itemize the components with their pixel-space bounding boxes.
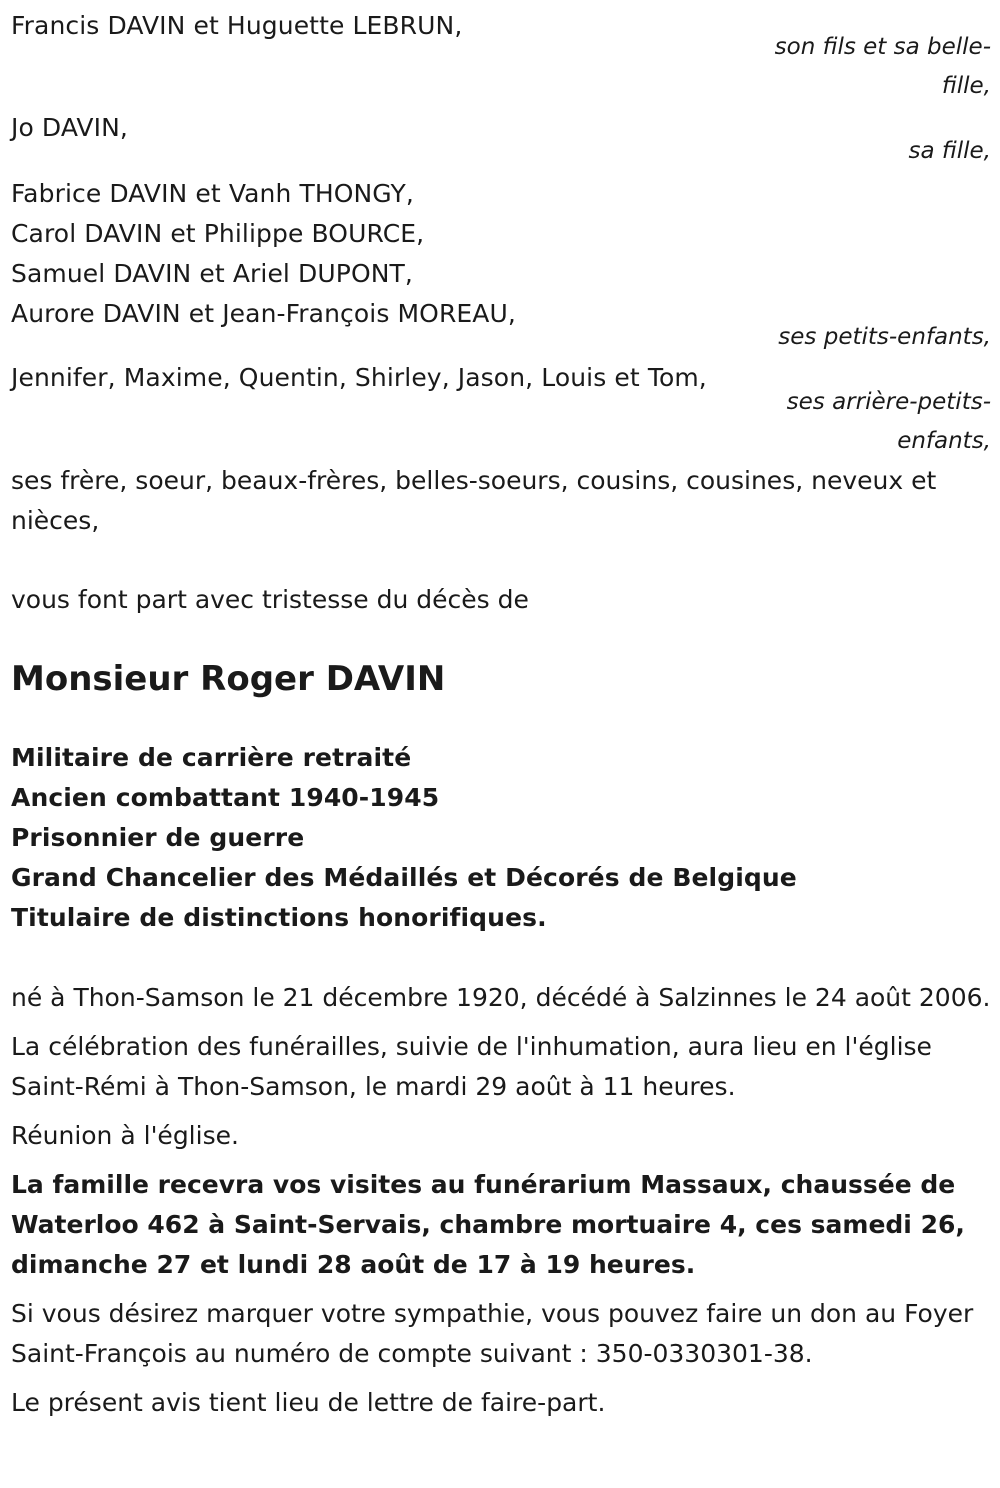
son-names: Francis DAVIN et Huguette LEBRUN, — [11, 11, 463, 40]
meeting-info: Réunion à l'église. — [11, 1121, 239, 1150]
announcement-text: vous font part avec tristesse du décès de — [11, 585, 529, 614]
grandchildren-relation: ses petits-enfants, — [778, 324, 991, 350]
grandchild-line: Aurore DAVIN et Jean-François MOREAU, — [11, 299, 516, 328]
deceased-name: Monsieur Roger DAVIN — [11, 659, 446, 699]
title-line: Titulaire de distinctions honorifiques. — [11, 903, 547, 932]
daughter-relation: sa fille, — [908, 138, 991, 164]
son-relation: son fils et sa belle-fille, — [774, 34, 991, 99]
title-line: Militaire de carrière retraité — [11, 743, 412, 772]
funeral-info: La célébration des funérailles, suivie de l'inhumation, aura lieu en l'église Saint-Rémi à Thon-Samson, le mardi 29 août à 11 heures. — [11, 1032, 932, 1101]
title-line: Ancien combattant 1940-1945 — [11, 783, 440, 812]
birth-death-info: né à Thon-Samson le 21 décembre 1920, décédé à Salzinnes le 24 août 2006. — [11, 983, 991, 1012]
grandchild-line: Carol DAVIN et Philippe BOURCE, — [11, 219, 425, 248]
daughter-name: Jo DAVIN, — [11, 113, 128, 142]
other-relatives: ses frère, soeur, beaux-frères, belles-soeurs, cousins, cousines, neveux et nièces, — [11, 466, 937, 535]
title-line: Grand Chancelier des Médaillés et Décorés de Belgique — [11, 863, 797, 892]
great-grandchildren-relation: ses arrière-petits-enfants, — [786, 389, 991, 454]
obituary-notice — [11, 6, 991, 1423]
closing-text: Le présent avis tient lieu de lettre de faire-part. — [11, 1388, 606, 1417]
donation-info: Si vous désirez marquer votre sympathie, vous pouvez faire un don au Foyer Saint-François au numéro de compte suivant : 350-0330301-38. — [11, 1299, 974, 1368]
titles-list — [11, 738, 991, 938]
title-line: Prisonnier de guerre — [11, 823, 305, 852]
grandchild-line: Samuel DAVIN et Ariel DUPONT, — [11, 259, 413, 288]
visits-info: La famille recevra vos visites au funérarium Massaux, chaussée de Waterloo 462 à Saint-Servais, chambre mortuaire 4, ces samedi 26, dimanche 27 et lundi 28 août de 17 à 19 heures. — [11, 1170, 965, 1279]
grandchild-line: Fabrice DAVIN et Vanh THONGY, — [11, 179, 414, 208]
great-grandchildren-names: Jennifer, Maxime, Quentin, Shirley, Jason, Louis et Tom, — [11, 363, 707, 392]
